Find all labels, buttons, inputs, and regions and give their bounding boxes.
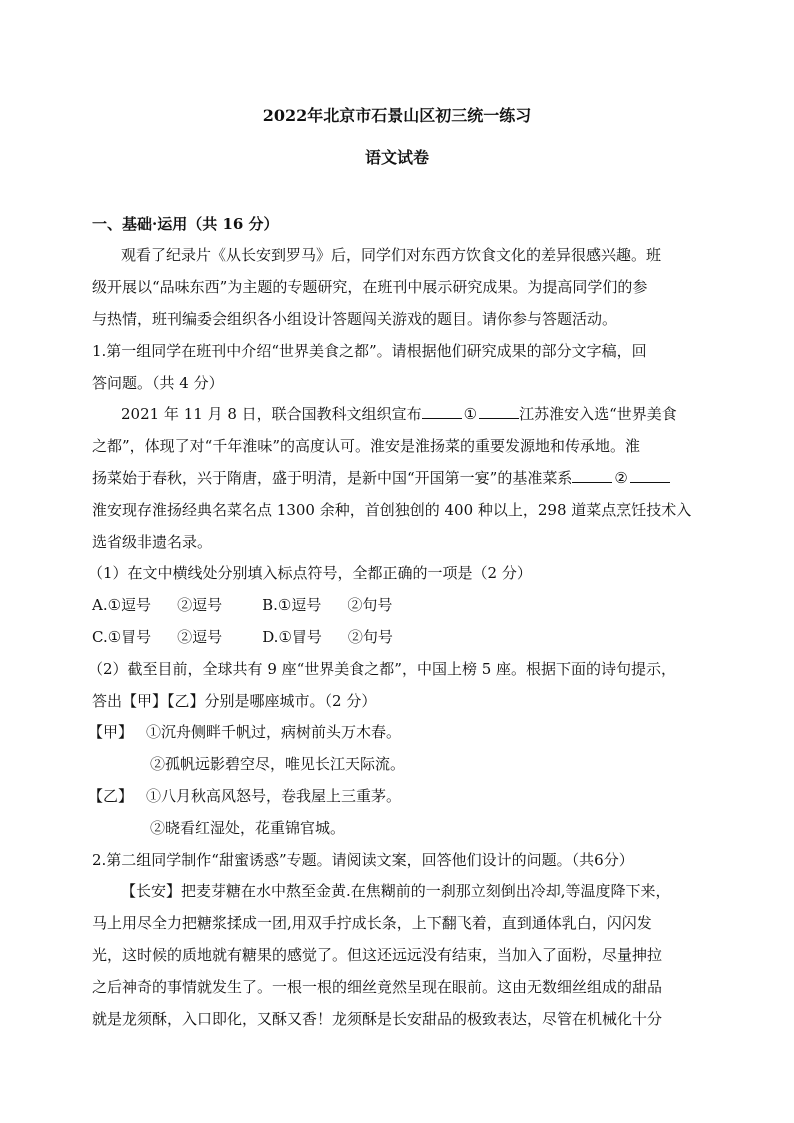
passage-text: 江苏淮安入选“世界美食 <box>519 405 677 423</box>
passage-line: 选省级非遗名录。 <box>92 533 213 551</box>
intro-line: 与热情，班刊编委会组织各小组设计答题闯关游戏的题目。请你参与答题活动。 <box>92 310 618 328</box>
option-c-2: ②逗号 <box>177 628 223 646</box>
tag-jia: 【甲】 <box>88 723 134 741</box>
question-2-stem: 2.第二组同学制作“甜蜜诱惑”专题。请阅读文案，回答他们设计的问题。（共6分） <box>92 851 634 869</box>
passage-line <box>92 468 670 488</box>
blank-line <box>630 468 670 483</box>
poem-row-yi <box>88 786 401 806</box>
page-subtitle: 语文试卷 <box>364 148 429 167</box>
option-a-2: ②逗号 <box>177 596 223 614</box>
option-b-2: ②句号 <box>347 596 393 614</box>
poem-row-jia <box>88 722 401 742</box>
option-c: C.①冒号 <box>92 628 152 646</box>
blank-line <box>479 404 519 419</box>
option-row <box>92 595 418 615</box>
poem-line: ①八月秋高风怒号，卷我屋上三重茅。 <box>146 787 402 805</box>
passage-line: 之都”，体现了对“千年淮味”的高度认可。淮安是淮扬菜的重要发源地和传承地。淮 <box>92 437 641 455</box>
option-d: D.①冒号 <box>262 628 322 646</box>
section-heading: 一、基础·运用（共 16 分） <box>92 215 279 233</box>
poem-line: ①沉舟侧畔千帆过，病树前头万木春。 <box>146 723 402 741</box>
option-b: B.①逗号 <box>262 596 322 614</box>
sub-question-2-stem: （2）截至目前，全球共有 9 座“世界美食之都”，中国上榜 5 座。根据下面的诗句提示， <box>88 660 677 678</box>
tag-yi: 【乙】 <box>88 787 134 805</box>
blank-line <box>572 468 612 483</box>
passage-line: 【长安】把麦芽糖在水中熬至金黄.在焦糊前的一刹那立刻倒出冷却,等温度降下来， <box>121 882 671 900</box>
poem-line: ②晓看红湿处，花重锦官城。 <box>150 819 346 837</box>
blank-line <box>422 404 462 419</box>
intro-line: 级开展以“品味东西”为主题的专题研究，在班刊中展示研究成果。为提高同学们的参 <box>92 278 648 296</box>
question-1-stem: 1.第一组同学在班刊中介绍“世界美食之都”。请根据他们研究成果的部分文字稿，回 <box>92 342 647 360</box>
question-1-stem: 答问题。（共 4 分） <box>92 374 224 392</box>
passage-line: 马上用尽全力把糖浆揉成一团,用双手拧成长条，上下翻飞着，直到通体乳白，闪闪发 <box>92 914 652 932</box>
passage-line: 光，这时候的质地就有糖果的感觉了。但这还远远没有结束，当加入了面粉，尽量抻拉 <box>92 946 663 964</box>
page-title: 2022年北京市石景山区初三统一练习 <box>262 106 532 125</box>
sub-question-1-stem: （1）在文中横线处分别填入标点符号，全都正确的一项是（2 分） <box>88 564 532 582</box>
passage-line: 就是龙须酥，入口即化，又酥又香！龙须酥是长安甜品的极致表达，尽管在机械化十分 <box>92 1010 663 1028</box>
poem-line: ②孤帆远影碧空尽，唯见长江天际流。 <box>150 755 406 773</box>
option-d-2: ②句号 <box>347 628 393 646</box>
option-row <box>92 627 419 647</box>
blank-marker-1: ① <box>463 405 478 423</box>
option-a: A.①逗号 <box>92 596 152 614</box>
sub-question-2-stem: 答出【甲】【乙】分别是哪座城市。（2 分） <box>92 692 377 710</box>
passage-line: 淮安现存淮扬经典名菜名点 1300 余种，首创独创的 400 种以上，298 道菜点烹饪技术入 <box>92 501 692 519</box>
blank-marker-2: ② <box>614 469 628 487</box>
intro-line: 观看了纪录片《从长安到罗马》后，同学们对东西方饮食文化的差异很感兴趣。班 <box>121 246 662 264</box>
passage-line <box>121 404 677 424</box>
passage-text: 2021 年 11 月 8 日，联合国教科文组织宣布 <box>121 405 422 423</box>
passage-text: 扬菜始于春秋，兴于隋唐，盛于明清，是新中国“开国第一宴”的基准菜系 <box>92 469 573 487</box>
passage-line: 之后神奇的事情就发生了。一根一根的细丝竟然呈现在眼前。这由无数细丝组成的甜品 <box>92 978 663 996</box>
